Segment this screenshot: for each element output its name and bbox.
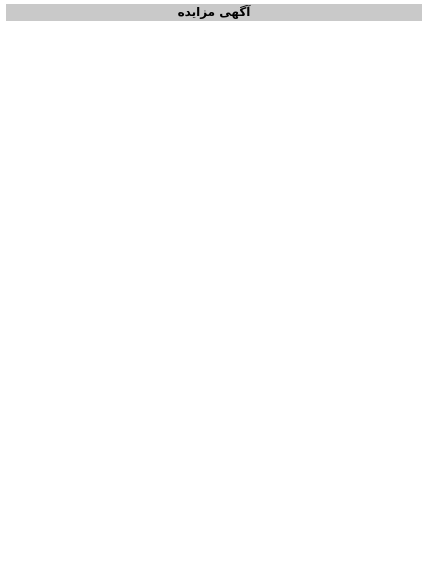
notice-signature — [6, 559, 422, 571]
notice-body — [6, 24, 422, 544]
notice-title: آگهی مزایده — [6, 4, 422, 21]
